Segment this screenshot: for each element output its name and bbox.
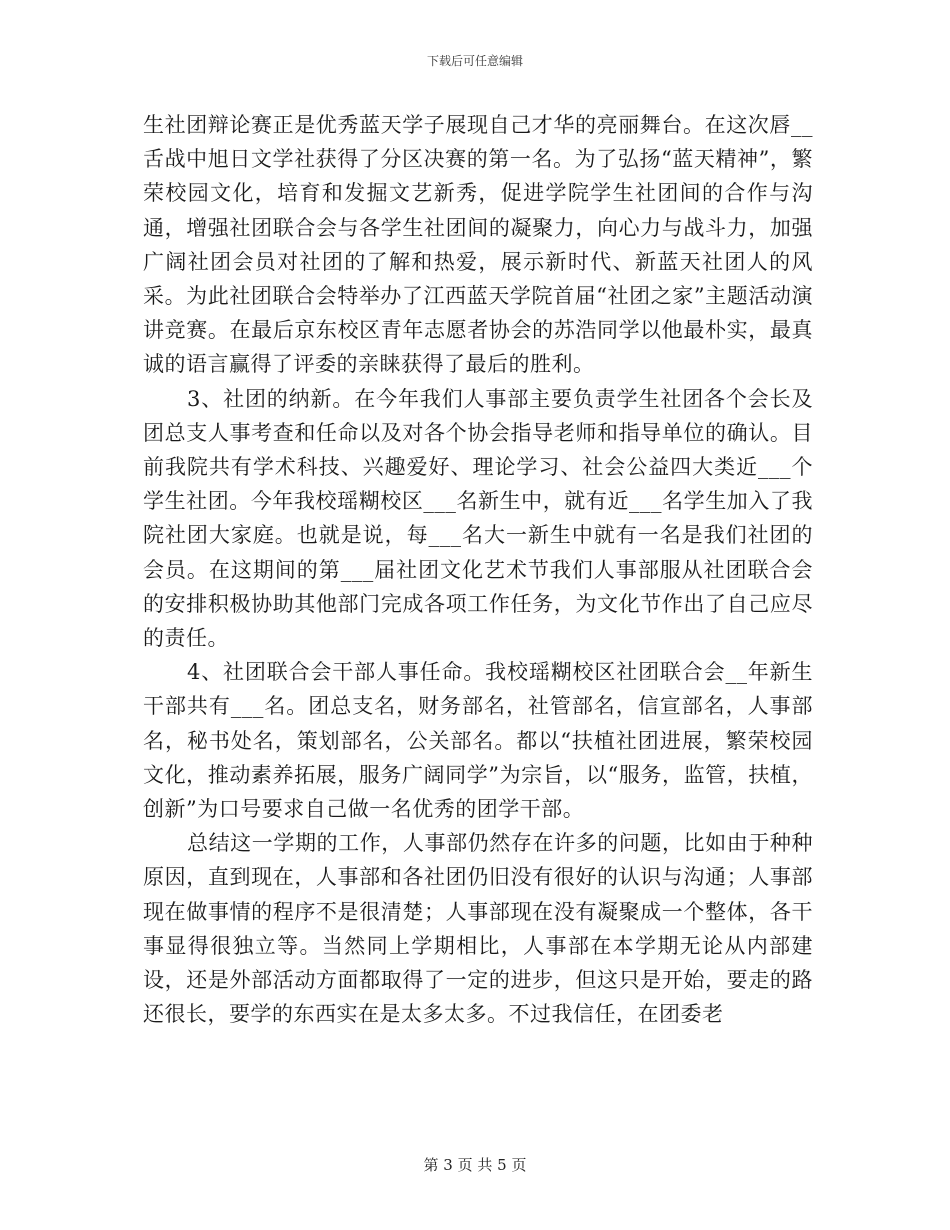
paragraph-cadre-appointment: 4、社团联合会干部人事任命。我校瑶糊校区社团联合会__年新生干部共有___名。团总支名，财务部名，社管部名，信宣部名，人事部名，秘书处名，策划部名，公关部名。都以“扶植社团进展，繁荣校园文化，推动素养拓展，服务广阔同学”为宗旨，以“服务，监管，扶植，创新”为口号要求自己做一名优秀的团学干部。 [143,660,813,822]
paragraph-debate-contest: 生社团辩论赛正是优秀蓝天学子展现自己才华的亮丽舞台。在这次唇__舌战中旭日文学社获得了分区决赛的第一名。为了弘扬“蓝天精神”，繁荣校园文化，培育和发掘文艺新秀，促进学院学生社团间的合作与沟通，增强社团联合会与各学生社团间的凝聚力，向心力与战斗力，加强广阔社团会员对社团的了解和热爱，展示新时代、新蓝天社团人的风采。为此社团联合会特举办了江西蓝天学院首届“社团之家”主题活动演讲竞赛。在最后京东校区青年志愿者协会的苏浩同学以他最朴实，最真诚的语言赢得了评委的亲睐获得了最后的胜利。 [143,113,813,377]
page-header: 下载后可任意编辑 [426,54,523,68]
page-footer: 第 3 页 共 5 页 [423,1156,527,1174]
paragraph-summary: 总结这一学期的工作，人事部仍然存在许多的问题，比如由于种种原因，直到现在，人事部和各社团仍旧没有很好的认识与沟通；人事部现在做事情的程序不是很清楚；人事部现在没有凝聚成一个整体，各干事显得很独立等。当然同上学期相比，人事部在本学期无论从内部建设，还是外部活动方面都取得了一定的进步，但这只是开始，要走的路还很长，要学的东西实在是太多太多。不过我信任，在团委老 [143,831,813,1027]
paragraph-club-recruitment: 3、社团的纳新。在今年我们人事部主要负责学生社团各个会长及团总支人事考查和任命以及对各个协会指导老师和指导单位的确认。目前我院共有学术科技、兴趣爱好、理论学习、社会公益四大类近___个学生社团。今年我校瑶糊校区___名新生中，就有近___名学生加入了我院社团大家庭。也就是说，每___名大一新生中就有一名是我们社团的会员。在这期间的第___届社团文化艺术节我们人事部服从社团联合会的安排积极协助其他部门完成各项工作任务，为文化节作出了自己应尽的责任。 [143,386,813,651]
document-body [143,108,813,1031]
